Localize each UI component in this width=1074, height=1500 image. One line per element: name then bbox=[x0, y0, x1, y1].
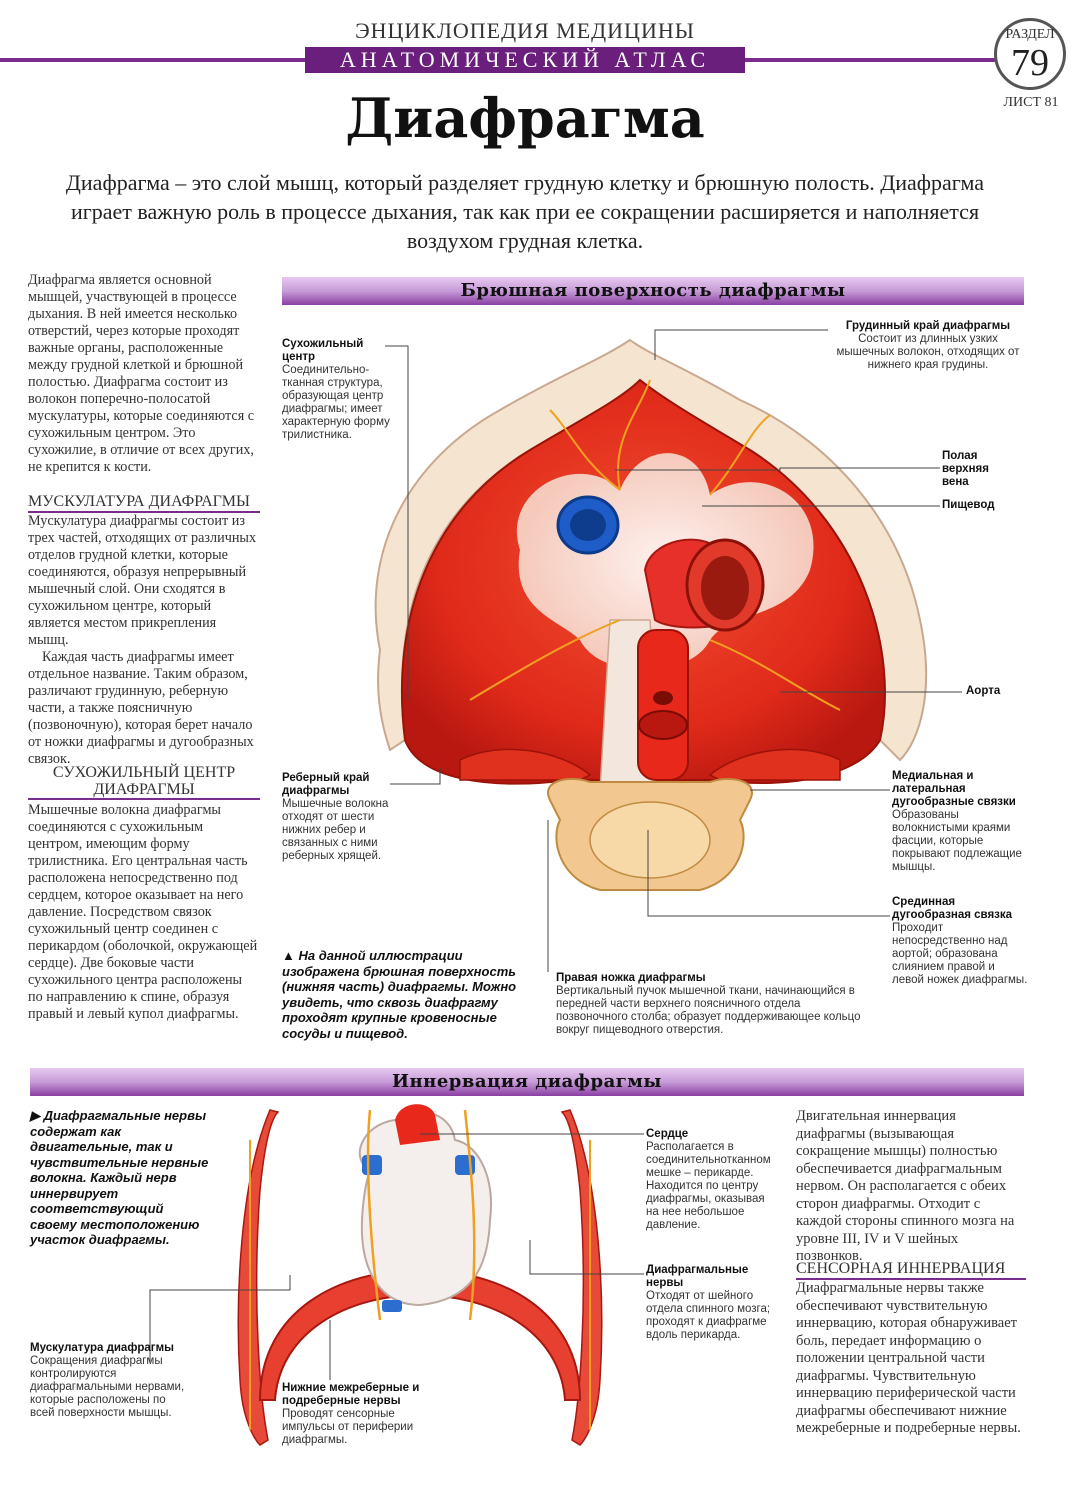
label-diaphragm-musculature-title: Мускулатура диафрагмы bbox=[30, 1342, 174, 1354]
label-sternal-edge-text: Состоит из длинных узких мышечных волокон, отходящих от нижнего края грудины. bbox=[836, 333, 1020, 371]
left-heading-tendon: СУХОЖИЛЬНЫЙ ЦЕНТР ДИАФРАГМЫ bbox=[28, 764, 260, 800]
section-number: 79 bbox=[1011, 42, 1049, 84]
label-costal-edge bbox=[282, 772, 394, 863]
left-paragraph-2: Мускулатура диафрагмы состоит из трех частей, отходящих от различных отделов грудной клетки, которые соединяются, образуя непрерывный мышечный слой. Они сходятся в сухожильном центре, который является местом прикрепления мышц. bbox=[28, 513, 257, 648]
right-heading-sensory: СЕНСОРНАЯ ИННЕРВАЦИЯ bbox=[796, 1260, 1026, 1280]
label-vena-cava-title: Полая верхняя вена bbox=[942, 450, 989, 488]
encyclopedia-title: ЭНЦИКЛОПЕДИЯ МЕДИЦИНЫ bbox=[355, 18, 695, 43]
label-right-crus-text: Вертикальный пучок мышечной ткани, начинающийся в передней части верхнего поясничного отдела позвоночного столба; образует поддерживающее кольцо вокруг пищеводного отверстия. bbox=[556, 985, 861, 1036]
section-label: РАЗДЕЛ bbox=[1005, 27, 1055, 42]
left-paragraph-4: Мышечные волокна диафрагмы соединяются с сухожильным центром, имеющим форму трилистника. Его центральная часть расположена непосредственно под сердцем, которое оказывает на него давление. Посредством связок сухожильный центр соединен с перикардом (оболочкой, окружающей сердце). Две боковые части сухожильного центра расположены по направлению к спине, образуя правый и левый купол диафрагмы. bbox=[28, 802, 258, 1022]
label-costal-edge-text: Мышечные волокна отходят от шести нижних ребер и связанных с ними реберных хрящей. bbox=[282, 798, 389, 862]
left-paragraph-1: Диафрагма является основной мышцей, участвующей в процессе дыхания. В ней имеется несколько отверстий, через которые проходят важные органы, расположенные между грудной клеткой и брюшной полостью. Диафрагма состоит из волокон поперечно-полосатой мускулатуры, которые соединяются с сухожильным центром. Это сухожилие, в отличие от всех других, не крепится к кости. bbox=[28, 272, 255, 475]
label-median-ligament bbox=[892, 896, 1028, 987]
label-phrenic-nerves-text: Отходят от шейного отдела спинного мозга; проходят к диафрагме вдоль перикарда. bbox=[646, 1290, 771, 1341]
atlas-banner: АНАТОМИЧЕСКИЙ АТЛАС bbox=[305, 47, 745, 73]
note-abdominal: ▲ На данной иллюстрации изображена брюшная поверхность (нижняя часть) диафрагмы. Можно увидеть, что сквозь диафрагму проходят крупные кровеносные сосуды и пищевод. bbox=[282, 948, 517, 1041]
label-lower-nerves bbox=[282, 1382, 442, 1447]
sheet-number: ЛИСТ 81 bbox=[1003, 95, 1059, 110]
intro-text: Диафрагма – это слой мышц, который разделяет грудную клетку и брюшную полость. Диафрагма играет важную роль в процессе дыхания, так как при ее сокращении расширяется и наполняется воздухом грудная клетка. bbox=[65, 170, 985, 253]
label-diaphragm-musculature bbox=[30, 1342, 190, 1420]
label-phrenic-nerves-title: Диафрагмальные нервы bbox=[646, 1264, 749, 1289]
label-heart-text: Располагается в соединительнотканном мешке – перикарде. Находится по центру диафрагмы, оказывая на нее небольшое давление. bbox=[646, 1141, 771, 1231]
label-lower-nerves-title: Нижние межреберные и подреберные нервы bbox=[282, 1382, 420, 1407]
label-lower-nerves-text: Проводят сенсорные импульсы от периферии диафрагмы. bbox=[282, 1408, 414, 1446]
label-right-crus bbox=[556, 972, 866, 1037]
label-tendon-center-title: Сухожильный центр bbox=[282, 338, 364, 363]
right-paragraph-motor: Двигательная иннервация диафрагмы (вызывающая сокращение мышцы) полностью обеспечивается диафрагмальным нервом. Он располагается с обеих сторон диафрагмы. Отходит с каждой стороны спинного мозга на уровне III, IV и V шейных позвонков. bbox=[796, 1108, 1015, 1264]
label-median-ligament-title: Срединная дугообразная связка bbox=[892, 896, 1013, 921]
label-costal-edge-title: Реберный край диафрагмы bbox=[282, 772, 370, 797]
label-aorta-title: Аорта bbox=[966, 685, 1001, 697]
label-sternal-edge bbox=[830, 320, 1026, 372]
label-esophagus bbox=[942, 499, 1022, 512]
label-aorta bbox=[966, 685, 1026, 698]
label-arcuate-ligaments bbox=[892, 770, 1028, 874]
left-paragraph-3: Каждая часть диафрагмы имеет отдельное название. Таким образом, различают грудинную, реберную части, а также поясничную (позвоночную), которая берет начало от ножки диафрагмы и дугообразных связок. bbox=[28, 649, 254, 767]
right-paragraph-sensory: Диафрагмальные нервы также обеспечивают чувствительную иннервацию, которая обнаруживает боль, передает информацию о положении центральной части диафрагмы. Чувствительную иннервацию периферической части диафрагмы обеспечивают нижние межреберные и подреберные нервы. bbox=[796, 1280, 1021, 1436]
label-diaphragm-musculature-text: Сокращения диафрагмы контролируются диафрагмальными нервами, которые расположены по всей поверхности мышцы. bbox=[30, 1355, 185, 1419]
label-vena-cava bbox=[942, 450, 1012, 489]
page-title: Диафрагма bbox=[345, 86, 705, 150]
section-bar-abdominal: Брюшная поверхность диафрагмы bbox=[282, 277, 1024, 305]
label-tendon-center-text: Соединительно-тканная структура, образующая центр диафрагмы; имеет характерную форму трилистника. bbox=[282, 364, 390, 441]
section-bar-innervation: Иннервация диафрагмы bbox=[30, 1068, 1024, 1096]
label-phrenic-nerves bbox=[646, 1264, 774, 1342]
label-median-ligament-text: Проходит непосредственно над аортой; образована слиянием правой и левой ножек диафрагмы. bbox=[892, 922, 1028, 986]
label-heart-title: Сердце bbox=[646, 1128, 689, 1140]
label-heart bbox=[646, 1128, 774, 1232]
note-innervation: ▶ Диафрагмальные нервы содержат как двигательные, так и чувствительные нервные волокна. Каждый нерв иннервирует соответствующий своему местоположению участок диафрагмы. bbox=[30, 1108, 209, 1247]
label-right-crus-title: Правая ножка диафрагмы bbox=[556, 972, 706, 984]
left-heading-musculature: МУСКУЛАТУРА ДИАФРАГМЫ bbox=[28, 493, 260, 513]
label-tendon-center bbox=[282, 338, 392, 442]
label-arcuate-ligaments-title: Медиальная и латеральная дугообразные связки bbox=[892, 770, 1016, 808]
label-esophagus-title: Пищевод bbox=[942, 499, 995, 511]
label-sternal-edge-title: Грудинный край диафрагмы bbox=[845, 320, 1011, 332]
label-arcuate-ligaments-text: Образованы волокнистыми краями фасции, которые покрывают подлежащие мышцы. bbox=[892, 809, 1022, 873]
